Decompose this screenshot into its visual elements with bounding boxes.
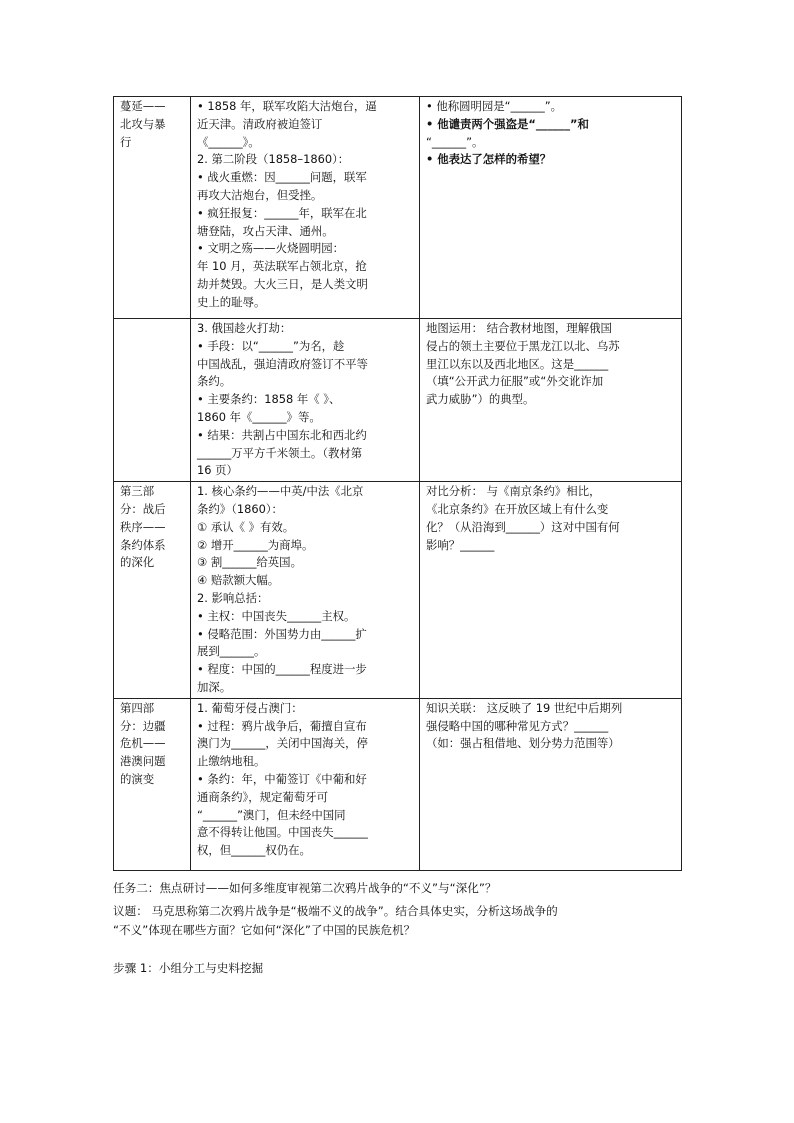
section-cell xyxy=(114,319,191,482)
inquiry-cell: 对比分析： 与《南京条约》相比， 《北京条约》在开放区域上有什么变 化？（从沿海到______）这对中国有何 影响？______ xyxy=(420,482,682,699)
task2-topic-line1: 议题： 马克思称第二次鸦片战争是“极端不义的战争”。结合具体史实，分析这场战争的 xyxy=(113,904,558,918)
table-row-part3-treaty-system xyxy=(114,482,682,699)
content-cell: 1. 葡萄牙侵占澳门： • 过程：鸦片战争后，葡擅自宣布 澳门为______，关闭中国海关，停 止缴纳地租。 • 条约：年，中葡签订《中葡和好 通商条约》，规定葡萄牙可 “______”澳门，但未经中国同 意不得转让他国。中国丧失______ 权，但______权仍在。 xyxy=(191,698,420,870)
study-table xyxy=(113,96,682,871)
section-cell: 第四部 分：边疆 危机—— 港澳问题 的演变 xyxy=(114,698,191,870)
content-cell: 1. 核心条约——中英/中法《北京 条约》（1860）： ① 承认《 》有效。 ② 增开______为商埠。 ③ 割______给英国。 ④ 赔款额大幅。 2. 影响总括： • 主权：中国丧失______主权。 • 侵略范围：外国势力由______扩 展到______。 • 程度：中国的______程度进一步 加深。 xyxy=(191,482,420,699)
inquiry-cell: 知识关联： 这反映了 19 世纪中后期列 强侵略中国的哪种常见方式？______ （如：强占租借地、划分势力范围等） xyxy=(420,698,682,870)
task2-title: 任务二：焦点研讨——如何多维度审视第二次鸦片战争的“不义”与“深化”？ xyxy=(113,881,497,895)
content-cell: 3. 俄国趁火打劫： • 手段：以“______”为名，趁 中国战乱，强迫清政府签订不平等 条约。 • 主要条约：1858 年《 》、 1860 年《______》等。 • 结果：共割占中国东北和西北约 ______万平方千米领土。（教材第 16 页） xyxy=(191,319,420,482)
table-row-russia xyxy=(114,319,682,482)
inquiry-cell: • 他称圆明园是“______”。 • 他谴责两个强盗是“______”和 “______”。 • 他表达了怎样的希望？ xyxy=(420,97,682,319)
task2-topic-line2: “不义”体现在哪些方面？它如何“深化”了中国的民族危机？ xyxy=(113,923,416,937)
content-cell: • 1858 年，联军攻陷大沽炮台，逼 近天津。清政府被迫签订 《______》。 2. 第二阶段（1858–1860）： • 战火重燃：因______问题，联军 再攻大沽炮台，但受挫。 • 疯狂报复：______年，联军在北 塘登陆，攻占天津、通州。 • 文明之殇——火烧圆明园： 年 10 月，英法联军占领北京，抢 劫并焚毁。大火三日，是人类文明 史上的耻辱。 xyxy=(191,97,420,319)
table-row-part4-border-crisis xyxy=(114,698,682,870)
section-cell: 第三部 分：战后 秩序—— 条约体系 的深化 xyxy=(114,482,191,699)
table-row-part2-expansion xyxy=(114,97,682,319)
section-cell: 蔓延—— 北攻与暴 行 xyxy=(114,97,191,319)
inquiry-cell: 地图运用： 结合教材地图，理解俄国 侵占的领土主要位于黑龙江以北、乌苏 里江以东以及西北地区。这是______ （填“公开武力征服”或“外交讹诈加 武力威胁”）的典型。 xyxy=(420,319,682,482)
step1-heading: 步骤 1：小组分工与史料挖掘 xyxy=(113,961,264,975)
